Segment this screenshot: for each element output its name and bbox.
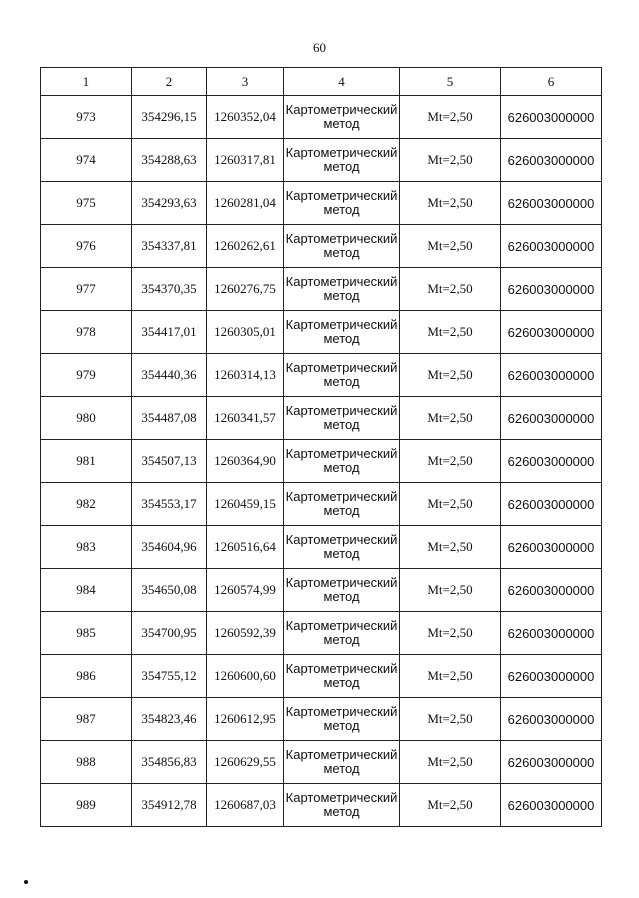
x-coordinate-cell: 354296,15 [132,96,207,139]
code-cell: 626003000000 [501,440,602,483]
table-row [41,182,602,225]
method-line-1: Картометрический [285,747,398,762]
accuracy-cell: Mt=2,50 [400,526,501,569]
point-number-cell: 979 [41,354,132,397]
x-coordinate-cell: 354293,63 [132,182,207,225]
accuracy-cell: Mt=2,50 [400,139,501,182]
method-cell [284,397,400,440]
method-line-2: метод [323,288,360,303]
method-line-2: метод [323,718,360,733]
table-header-row [41,68,602,96]
header-col-4: 4 [284,68,400,96]
method-cell [284,569,400,612]
y-coordinate-cell: 1260317,81 [207,139,284,182]
x-coordinate-cell: 354337,81 [132,225,207,268]
code-cell: 626003000000 [501,311,602,354]
y-coordinate-cell: 1260612,95 [207,698,284,741]
accuracy-cell: Mt=2,50 [400,569,501,612]
y-coordinate-cell: 1260592,39 [207,612,284,655]
code-cell: 626003000000 [501,182,602,225]
method-cell [284,182,400,225]
method-line-2: метод [323,589,360,604]
method-cell [284,440,400,483]
y-coordinate-cell: 1260687,03 [207,784,284,827]
point-number-cell: 975 [41,182,132,225]
table-row [41,483,602,526]
accuracy-cell: Mt=2,50 [400,225,501,268]
table-row [41,655,602,698]
code-cell: 626003000000 [501,655,602,698]
table-row [41,268,602,311]
x-coordinate-cell: 354417,01 [132,311,207,354]
method-line-1: Картометрический [285,446,398,461]
table-body [41,96,602,827]
accuracy-cell: Mt=2,50 [400,612,501,655]
code-cell: 626003000000 [501,698,602,741]
table-row [41,784,602,827]
point-number-cell: 987 [41,698,132,741]
x-coordinate-cell: 354604,96 [132,526,207,569]
table-row [41,698,602,741]
code-cell: 626003000000 [501,612,602,655]
y-coordinate-cell: 1260459,15 [207,483,284,526]
y-coordinate-cell: 1260352,04 [207,96,284,139]
coordinates-table [40,67,602,827]
code-cell: 626003000000 [501,225,602,268]
y-coordinate-cell: 1260262,61 [207,225,284,268]
method-line-1: Картометрический [285,231,398,246]
method-cell [284,354,400,397]
method-line-2: метод [323,632,360,647]
method-line-2: метод [323,245,360,260]
code-cell: 626003000000 [501,397,602,440]
code-cell: 626003000000 [501,569,602,612]
table-row [41,311,602,354]
x-coordinate-cell: 354507,13 [132,440,207,483]
x-coordinate-cell: 354856,83 [132,741,207,784]
x-coordinate-cell: 354650,08 [132,569,207,612]
method-line-2: метод [323,202,360,217]
method-cell [284,655,400,698]
accuracy-cell: Mt=2,50 [400,96,501,139]
code-cell: 626003000000 [501,483,602,526]
header-col-6: 6 [501,68,602,96]
x-coordinate-cell: 354912,78 [132,784,207,827]
method-line-1: Картометрический [285,145,398,160]
table-row [41,526,602,569]
method-cell [284,96,400,139]
method-cell [284,612,400,655]
accuracy-cell: Mt=2,50 [400,698,501,741]
accuracy-cell: Mt=2,50 [400,311,501,354]
table-row [41,612,602,655]
method-line-2: метод [323,116,360,131]
accuracy-cell: Mt=2,50 [400,483,501,526]
method-line-1: Картометрический [285,489,398,504]
method-line-2: метод [323,546,360,561]
method-cell [284,483,400,526]
point-number-cell: 973 [41,96,132,139]
code-cell: 626003000000 [501,784,602,827]
method-line-2: метод [323,417,360,432]
y-coordinate-cell: 1260276,75 [207,268,284,311]
header-col-5: 5 [400,68,501,96]
method-line-1: Картометрический [285,618,398,633]
y-coordinate-cell: 1260305,01 [207,311,284,354]
header-col-2: 2 [132,68,207,96]
method-line-1: Картометрический [285,532,398,547]
point-number-cell: 978 [41,311,132,354]
point-number-cell: 981 [41,440,132,483]
method-line-1: Картометрический [285,188,398,203]
x-coordinate-cell: 354440,36 [132,354,207,397]
x-coordinate-cell: 354755,12 [132,655,207,698]
point-number-cell: 980 [41,397,132,440]
point-number-cell: 983 [41,526,132,569]
method-line-2: метод [323,761,360,776]
method-line-1: Картометрический [285,704,398,719]
method-cell [284,784,400,827]
method-line-1: Картометрический [285,661,398,676]
point-number-cell: 988 [41,741,132,784]
header-col-3: 3 [207,68,284,96]
accuracy-cell: Mt=2,50 [400,354,501,397]
code-cell: 626003000000 [501,526,602,569]
code-cell: 626003000000 [501,741,602,784]
point-number-cell: 985 [41,612,132,655]
method-cell [284,268,400,311]
method-line-2: метод [323,675,360,690]
method-line-2: метод [323,374,360,389]
method-line-1: Картометрический [285,403,398,418]
point-number-cell: 974 [41,139,132,182]
y-coordinate-cell: 1260314,13 [207,354,284,397]
y-coordinate-cell: 1260364,90 [207,440,284,483]
accuracy-cell: Mt=2,50 [400,440,501,483]
x-coordinate-cell: 354288,63 [132,139,207,182]
y-coordinate-cell: 1260281,04 [207,182,284,225]
table-row [41,96,602,139]
method-cell [284,139,400,182]
method-cell [284,225,400,268]
code-cell: 626003000000 [501,96,602,139]
y-coordinate-cell: 1260600,60 [207,655,284,698]
point-number-cell: 986 [41,655,132,698]
table-row [41,139,602,182]
header-col-1: 1 [41,68,132,96]
method-line-2: метод [323,460,360,475]
x-coordinate-cell: 354823,46 [132,698,207,741]
method-line-1: Картометрический [285,102,398,117]
y-coordinate-cell: 1260516,64 [207,526,284,569]
method-cell [284,526,400,569]
method-cell [284,698,400,741]
accuracy-cell: Mt=2,50 [400,268,501,311]
code-cell: 626003000000 [501,354,602,397]
table-row [41,354,602,397]
method-line-1: Картометрический [285,360,398,375]
method-line-2: метод [323,159,360,174]
y-coordinate-cell: 1260341,57 [207,397,284,440]
method-line-1: Картометрический [285,790,398,805]
y-coordinate-cell: 1260629,55 [207,741,284,784]
code-cell: 626003000000 [501,139,602,182]
point-number-cell: 976 [41,225,132,268]
x-coordinate-cell: 354700,95 [132,612,207,655]
y-coordinate-cell: 1260574,99 [207,569,284,612]
accuracy-cell: Mt=2,50 [400,397,501,440]
table-row [41,569,602,612]
method-cell [284,311,400,354]
point-number-cell: 984 [41,569,132,612]
method-line-1: Картометрический [285,575,398,590]
point-number-cell: 989 [41,784,132,827]
method-line-2: метод [323,804,360,819]
point-number-cell: 982 [41,483,132,526]
code-cell: 626003000000 [501,268,602,311]
margin-mark [24,880,28,884]
table-row [41,440,602,483]
accuracy-cell: Mt=2,50 [400,741,501,784]
accuracy-cell: Mt=2,50 [400,655,501,698]
page-number: 60 [313,40,326,55]
accuracy-cell: Mt=2,50 [400,784,501,827]
accuracy-cell: Mt=2,50 [400,182,501,225]
x-coordinate-cell: 354370,35 [132,268,207,311]
method-line-2: метод [323,331,360,346]
x-coordinate-cell: 354487,08 [132,397,207,440]
method-line-2: метод [323,503,360,518]
table-row [41,225,602,268]
point-number-cell: 977 [41,268,132,311]
method-cell [284,741,400,784]
table-row [41,397,602,440]
table-row [41,741,602,784]
method-line-1: Картометрический [285,274,398,289]
x-coordinate-cell: 354553,17 [132,483,207,526]
method-line-1: Картометрический [285,317,398,332]
